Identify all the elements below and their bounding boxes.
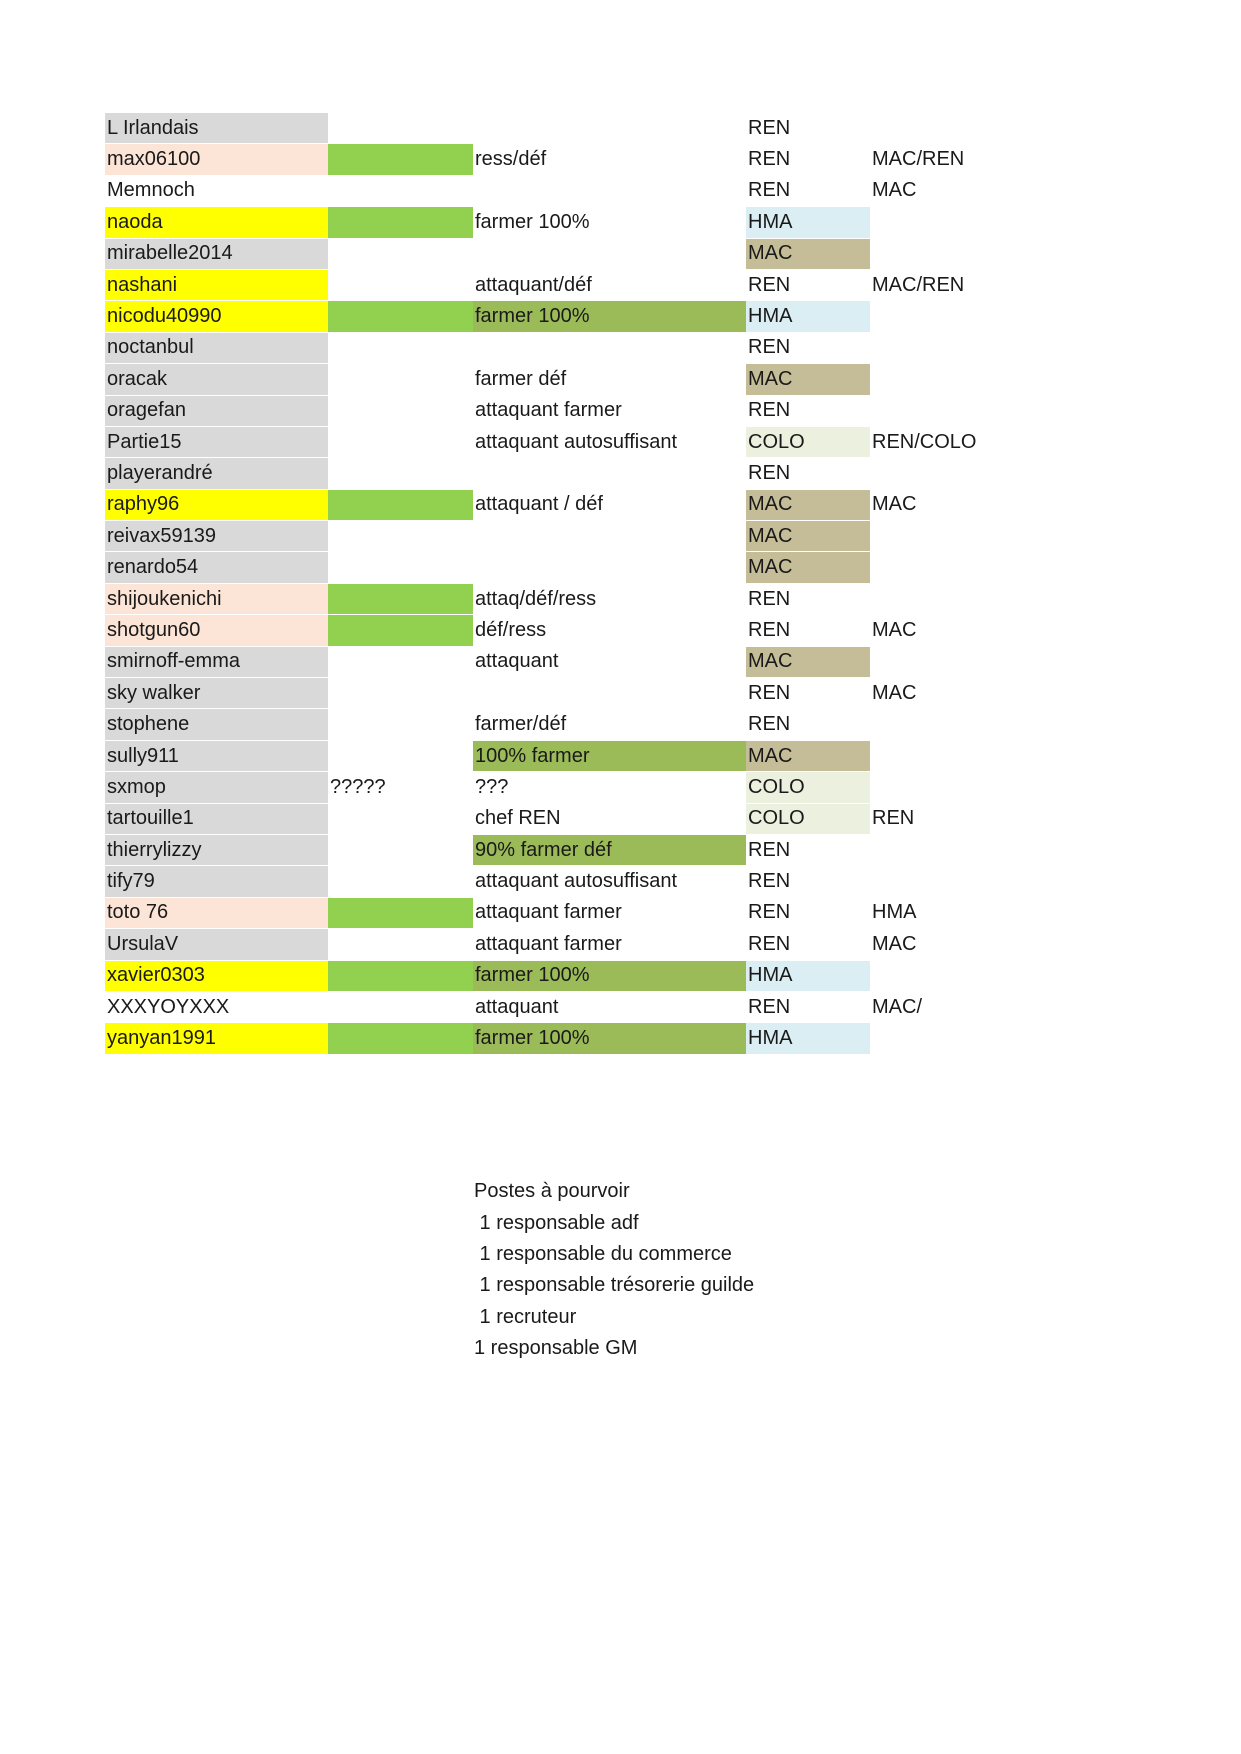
table-row — [105, 144, 1000, 175]
role-cell[interactable]: attaquant farmer — [473, 396, 746, 427]
player-name-cell[interactable]: yanyan1991 — [105, 1023, 328, 1054]
role-cell[interactable]: farmer 100% — [473, 1023, 746, 1054]
secondary-team-cell[interactable] — [870, 521, 1000, 552]
team-cell[interactable]: MAC — [746, 490, 870, 521]
role-cell[interactable]: attaquant farmer — [473, 929, 746, 960]
role-cell[interactable]: farmer 100% — [473, 961, 746, 992]
role-cell[interactable]: chef REN — [473, 804, 746, 835]
team-cell[interactable]: REN — [746, 270, 870, 301]
open-position-item: 1 responsable trésorerie guilde — [474, 1274, 755, 1297]
role-cell[interactable]: ??? — [473, 772, 746, 803]
role-cell[interactable]: farmer/déf — [473, 709, 746, 740]
status-cell[interactable] — [328, 647, 473, 678]
team-cell[interactable]: MAC — [746, 521, 870, 552]
status-cell[interactable] — [328, 458, 473, 489]
secondary-team-cell[interactable] — [870, 709, 1000, 740]
open-position-item: 1 recruteur — [474, 1305, 577, 1328]
table-row — [105, 615, 1000, 646]
player-name-cell[interactable]: raphy96 — [105, 490, 328, 521]
status-cell[interactable] — [328, 144, 473, 175]
role-cell[interactable] — [473, 333, 746, 364]
table-row — [105, 992, 1000, 1023]
team-cell[interactable]: REN — [746, 176, 870, 207]
player-name-cell[interactable]: UrsulaV — [105, 929, 328, 960]
team-cell[interactable]: REN — [746, 113, 870, 144]
table-row — [105, 176, 1000, 207]
secondary-team-cell[interactable]: MAC/REN — [870, 144, 1000, 175]
open-position-item: 1 responsable GM — [474, 1337, 638, 1360]
player-name-cell[interactable]: playerandré — [105, 458, 328, 489]
status-cell[interactable] — [328, 176, 473, 207]
table-row — [105, 741, 1000, 772]
team-cell[interactable]: REN — [746, 615, 870, 646]
role-cell[interactable]: ress/déf — [473, 144, 746, 175]
table-row — [105, 427, 1000, 458]
secondary-team-cell[interactable] — [870, 647, 1000, 678]
status-cell[interactable] — [328, 961, 473, 992]
table-row — [105, 364, 1000, 395]
status-cell[interactable] — [328, 678, 473, 709]
role-cell[interactable] — [473, 521, 746, 552]
player-name-cell[interactable]: tartouille1 — [105, 804, 328, 835]
open-positions-list — [474, 1207, 754, 1364]
player-name-cell[interactable]: max06100 — [105, 144, 328, 175]
team-cell[interactable]: COLO — [746, 804, 870, 835]
team-cell[interactable]: MAC — [746, 552, 870, 583]
player-name-cell[interactable]: L Irlandais — [105, 113, 328, 144]
open-positions — [474, 1176, 754, 1364]
role-cell[interactable]: 90% farmer déf — [473, 835, 746, 866]
role-cell[interactable]: attaquant — [473, 992, 746, 1023]
team-cell[interactable]: REN — [746, 709, 870, 740]
player-name-cell[interactable]: renardo54 — [105, 552, 328, 583]
role-cell[interactable] — [473, 113, 746, 144]
player-name-cell[interactable]: sully911 — [105, 741, 328, 772]
status-cell[interactable] — [328, 741, 473, 772]
status-cell[interactable] — [328, 207, 473, 238]
secondary-team-cell[interactable]: MAC — [870, 490, 1000, 521]
team-cell[interactable]: REN — [746, 835, 870, 866]
team-cell[interactable]: REN — [746, 678, 870, 709]
role-cell[interactable]: attaquant autosuffisant — [473, 427, 746, 458]
table-row — [105, 490, 1000, 521]
player-name-cell[interactable]: sxmop — [105, 772, 328, 803]
table-row — [105, 961, 1000, 992]
player-name-cell[interactable]: tify79 — [105, 866, 328, 897]
role-cell[interactable]: 100% farmer — [473, 741, 746, 772]
player-name-cell[interactable]: nicodu40990 — [105, 301, 328, 332]
table-row — [105, 647, 1000, 678]
player-name-cell[interactable]: sky walker — [105, 678, 328, 709]
role-cell[interactable] — [473, 176, 746, 207]
status-cell[interactable] — [328, 584, 473, 615]
table-row — [105, 804, 1000, 835]
secondary-team-cell[interactable]: MAC — [870, 615, 1000, 646]
role-cell[interactable]: attaquant autosuffisant — [473, 866, 746, 897]
secondary-team-cell[interactable]: MAC — [870, 929, 1000, 960]
secondary-team-cell[interactable] — [870, 301, 1000, 332]
role-cell[interactable]: farmer 100% — [473, 301, 746, 332]
team-cell[interactable]: COLO — [746, 772, 870, 803]
team-cell[interactable]: HMA — [746, 207, 870, 238]
open-position-item: 1 responsable adf — [474, 1211, 639, 1234]
status-cell[interactable]: ????? — [328, 772, 473, 803]
status-cell[interactable] — [328, 709, 473, 740]
team-cell[interactable]: MAC — [746, 741, 870, 772]
secondary-team-cell[interactable] — [870, 772, 1000, 803]
secondary-team-cell[interactable] — [870, 207, 1000, 238]
table-row — [105, 709, 1000, 740]
status-cell[interactable] — [328, 521, 473, 552]
team-cell[interactable]: REN — [746, 898, 870, 929]
table-row — [105, 898, 1000, 929]
secondary-team-cell[interactable]: MAC/REN — [870, 270, 1000, 301]
secondary-team-cell[interactable] — [870, 835, 1000, 866]
table-row — [105, 333, 1000, 364]
table-row — [105, 396, 1000, 427]
secondary-team-cell[interactable]: MAC — [870, 176, 1000, 207]
status-cell[interactable] — [328, 992, 473, 1023]
table-row — [105, 835, 1000, 866]
secondary-team-cell[interactable] — [870, 584, 1000, 615]
team-cell[interactable]: MAC — [746, 364, 870, 395]
player-name-cell[interactable]: nashani — [105, 270, 328, 301]
team-cell[interactable]: MAC — [746, 647, 870, 678]
player-name-cell[interactable]: thierrylizzy — [105, 835, 328, 866]
player-name-cell[interactable]: XXXYOYXXX — [105, 992, 328, 1023]
table-row — [105, 552, 1000, 583]
secondary-team-cell[interactable] — [870, 458, 1000, 489]
team-cell[interactable]: REN — [746, 333, 870, 364]
table-row — [105, 584, 1000, 615]
status-cell[interactable] — [328, 615, 473, 646]
player-name-cell[interactable]: oracak — [105, 364, 328, 395]
table-row — [105, 301, 1000, 332]
table-row — [105, 772, 1000, 803]
secondary-team-cell[interactable] — [870, 333, 1000, 364]
team-cell[interactable]: REN — [746, 458, 870, 489]
player-name-cell[interactable]: Memnoch — [105, 176, 328, 207]
player-name-cell[interactable]: Partie15 — [105, 427, 328, 458]
secondary-team-cell[interactable] — [870, 741, 1000, 772]
role-cell[interactable]: attaq/déf/ress — [473, 584, 746, 615]
table-row — [105, 458, 1000, 489]
team-cell[interactable]: HMA — [746, 301, 870, 332]
secondary-team-cell[interactable] — [870, 396, 1000, 427]
player-name-cell[interactable]: shijoukenichi — [105, 584, 328, 615]
team-cell[interactable]: MAC — [746, 239, 870, 270]
table-row — [105, 1023, 1000, 1054]
secondary-team-cell[interactable]: MAC/ — [870, 992, 1000, 1023]
role-cell[interactable]: attaquant/déf — [473, 270, 746, 301]
player-name-cell[interactable]: xavier0303 — [105, 961, 328, 992]
role-cell[interactable]: déf/ress — [473, 615, 746, 646]
table-row — [105, 270, 1000, 301]
status-cell[interactable] — [328, 929, 473, 960]
status-cell[interactable] — [328, 301, 473, 332]
status-cell[interactable] — [328, 113, 473, 144]
status-cell[interactable] — [328, 866, 473, 897]
role-cell[interactable]: farmer déf — [473, 364, 746, 395]
player-name-cell[interactable]: mirabelle2014 — [105, 239, 328, 270]
secondary-team-cell[interactable] — [870, 866, 1000, 897]
team-cell[interactable]: REN — [746, 396, 870, 427]
secondary-team-cell[interactable]: HMA — [870, 898, 1000, 929]
player-name-cell[interactable]: reivax59139 — [105, 521, 328, 552]
status-cell[interactable] — [328, 270, 473, 301]
role-cell[interactable]: attaquant / déf — [473, 490, 746, 521]
team-cell[interactable]: HMA — [746, 961, 870, 992]
role-cell[interactable] — [473, 239, 746, 270]
player-name-cell[interactable]: naoda — [105, 207, 328, 238]
role-cell[interactable] — [473, 678, 746, 709]
member-table — [105, 113, 1000, 1055]
secondary-team-cell[interactable] — [870, 552, 1000, 583]
team-cell[interactable]: REN — [746, 929, 870, 960]
open-position-item: 1 responsable du commerce — [474, 1242, 732, 1265]
table-row — [105, 678, 1000, 709]
status-cell[interactable] — [328, 490, 473, 521]
secondary-team-cell[interactable] — [870, 961, 1000, 992]
table-row — [105, 239, 1000, 270]
status-cell[interactable] — [328, 364, 473, 395]
secondary-team-cell[interactable] — [870, 1023, 1000, 1054]
status-cell[interactable] — [328, 552, 473, 583]
role-cell[interactable]: attaquant farmer — [473, 898, 746, 929]
table-row — [105, 113, 1000, 144]
team-cell[interactable]: REN — [746, 144, 870, 175]
status-cell[interactable] — [328, 898, 473, 929]
table-row — [105, 929, 1000, 960]
secondary-team-cell[interactable] — [870, 113, 1000, 144]
open-positions-title: Postes à pourvoir — [474, 1180, 630, 1203]
secondary-team-cell[interactable] — [870, 364, 1000, 395]
secondary-team-cell[interactable]: MAC — [870, 678, 1000, 709]
team-cell[interactable]: COLO — [746, 427, 870, 458]
status-cell[interactable] — [328, 239, 473, 270]
role-cell[interactable]: farmer 100% — [473, 207, 746, 238]
player-name-cell[interactable]: smirnoff-emma — [105, 647, 328, 678]
role-cell[interactable] — [473, 458, 746, 489]
status-cell[interactable] — [328, 333, 473, 364]
secondary-team-cell[interactable]: REN — [870, 804, 1000, 835]
player-name-cell[interactable]: shotgun60 — [105, 615, 328, 646]
player-name-cell[interactable]: noctanbul — [105, 333, 328, 364]
table-row — [105, 521, 1000, 552]
team-cell[interactable]: REN — [746, 866, 870, 897]
role-cell[interactable]: attaquant — [473, 647, 746, 678]
secondary-team-cell[interactable] — [870, 239, 1000, 270]
status-cell[interactable] — [328, 804, 473, 835]
player-name-cell[interactable]: oragefan — [105, 396, 328, 427]
status-cell[interactable] — [328, 1023, 473, 1054]
team-cell[interactable]: REN — [746, 584, 870, 615]
player-name-cell[interactable]: stophene — [105, 709, 328, 740]
player-name-cell[interactable]: toto 76 — [105, 898, 328, 929]
role-cell[interactable] — [473, 552, 746, 583]
table-row — [105, 866, 1000, 897]
table-row — [105, 207, 1000, 238]
team-cell[interactable]: HMA — [746, 1023, 870, 1054]
status-cell[interactable] — [328, 427, 473, 458]
status-cell[interactable] — [328, 835, 473, 866]
team-cell[interactable]: REN — [746, 992, 870, 1023]
secondary-team-cell[interactable]: REN/COLO — [870, 427, 1000, 458]
status-cell[interactable] — [328, 396, 473, 427]
